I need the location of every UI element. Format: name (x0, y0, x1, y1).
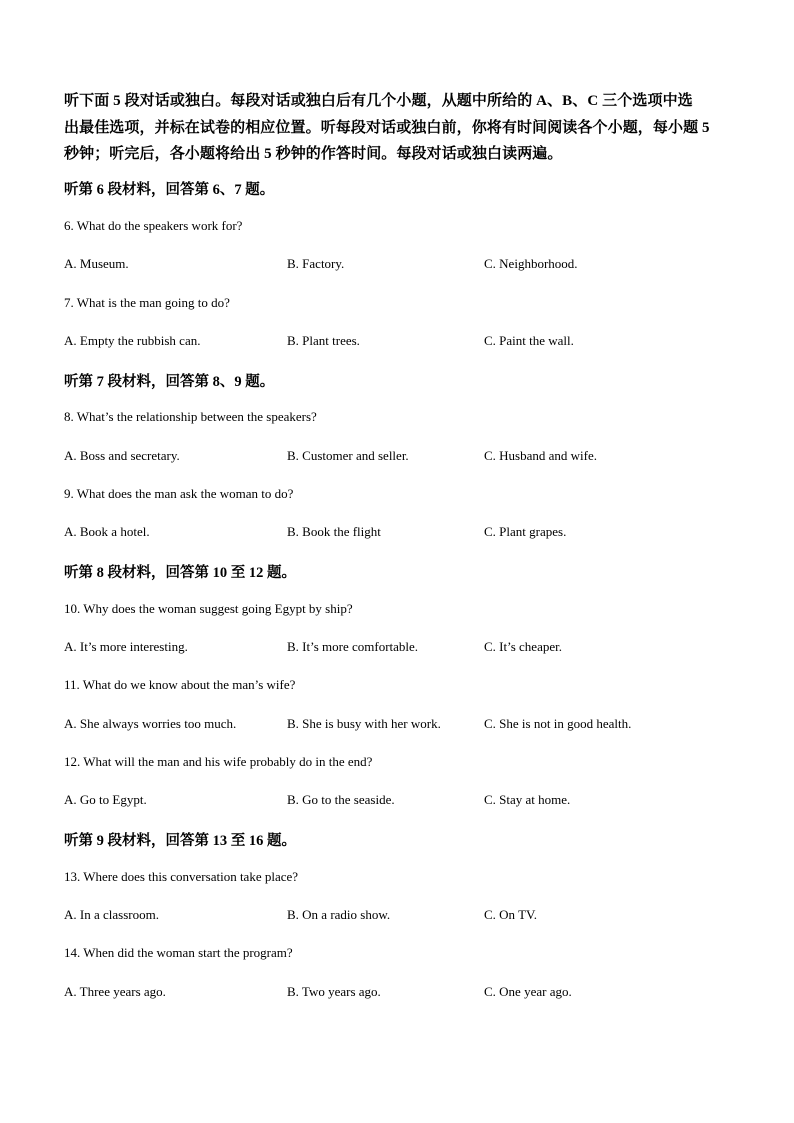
question-stem: 8. What’s the relationship between the speakers? (64, 409, 317, 424)
option-a: A. Book a hotel. (64, 524, 150, 539)
option-a: A. Empty the rubbish can. (64, 333, 201, 348)
option-a: A. In a classroom. (64, 907, 159, 922)
instructions-line: 秒钟；听完后，各小题将给出 5 秒钟的作答时间。每段对话或独白读两遍。 (64, 146, 563, 162)
question-stem: 6. What do the speakers work for? (64, 218, 243, 233)
question-stem: 12. What will the man and his wife probably do in the end? (64, 754, 373, 769)
instructions-line: 听下面 5 段对话或独白。每段对话或独白后有几个小题，从题中所给的 A、B、C 三个选项中选 (64, 93, 693, 109)
option-a: A. Boss and secretary. (64, 448, 180, 463)
instructions (64, 88, 734, 168)
section-heading: 听第 6 段材料，回答第 6、7 题。 (64, 182, 275, 198)
option-c: C. Husband and wife. (484, 448, 598, 463)
option-a: A. Three years ago. (64, 984, 166, 999)
question-stem: 10. Why does the woman suggest going Egypt by ship? (64, 601, 353, 616)
option-a: A. It’s more interesting. (64, 639, 188, 654)
section-heading: 听第 8 段材料，回答第 10 至 12 题。 (64, 565, 296, 581)
option-b: B. Book the flight (287, 524, 381, 539)
section-heading: 听第 9 段材料，回答第 13 至 16 题。 (64, 833, 296, 849)
option-c: C. On TV. (484, 907, 537, 922)
option-c: C. Paint the wall. (484, 333, 574, 348)
option-b: B. Plant trees. (287, 333, 360, 348)
question-stem: 9. What does the man ask the woman to do? (64, 486, 294, 501)
section-heading: 听第 7 段材料，回答第 8、9 题。 (64, 374, 275, 390)
question-stem: 7. What is the man going to do? (64, 295, 230, 310)
option-c: C. It’s cheaper. (484, 639, 562, 654)
option-c: C. She is not in good health. (484, 716, 632, 731)
question-stem: 13. Where does this conversation take place? (64, 869, 299, 884)
option-b: B. On a radio show. (287, 907, 391, 922)
option-c: C. Neighborhood. (484, 256, 578, 271)
option-c: C. One year ago. (484, 984, 572, 999)
option-b: B. It’s more comfortable. (287, 639, 419, 654)
option-a: A. Museum. (64, 256, 129, 271)
option-a: A. She always worries too much. (64, 716, 237, 731)
option-b: B. She is busy with her work. (287, 716, 441, 731)
option-a: A. Go to Egypt. (64, 792, 147, 807)
option-b: B. Factory. (287, 256, 345, 271)
instructions-line: 出最佳选项，并标在试卷的相应位置。听每段对话或独白前，你将有时间阅读各个小题，每小题 5 (64, 119, 710, 136)
option-b: B. Customer and seller. (287, 448, 409, 463)
option-b: B. Two years ago. (287, 984, 381, 999)
option-c: C. Stay at home. (484, 792, 571, 807)
question-stem: 14. When did the woman start the program? (64, 945, 293, 960)
option-b: B. Go to the seaside. (287, 792, 395, 807)
question-stem: 11. What do we know about the man’s wife? (64, 677, 296, 692)
option-c: C. Plant grapes. (484, 524, 567, 539)
